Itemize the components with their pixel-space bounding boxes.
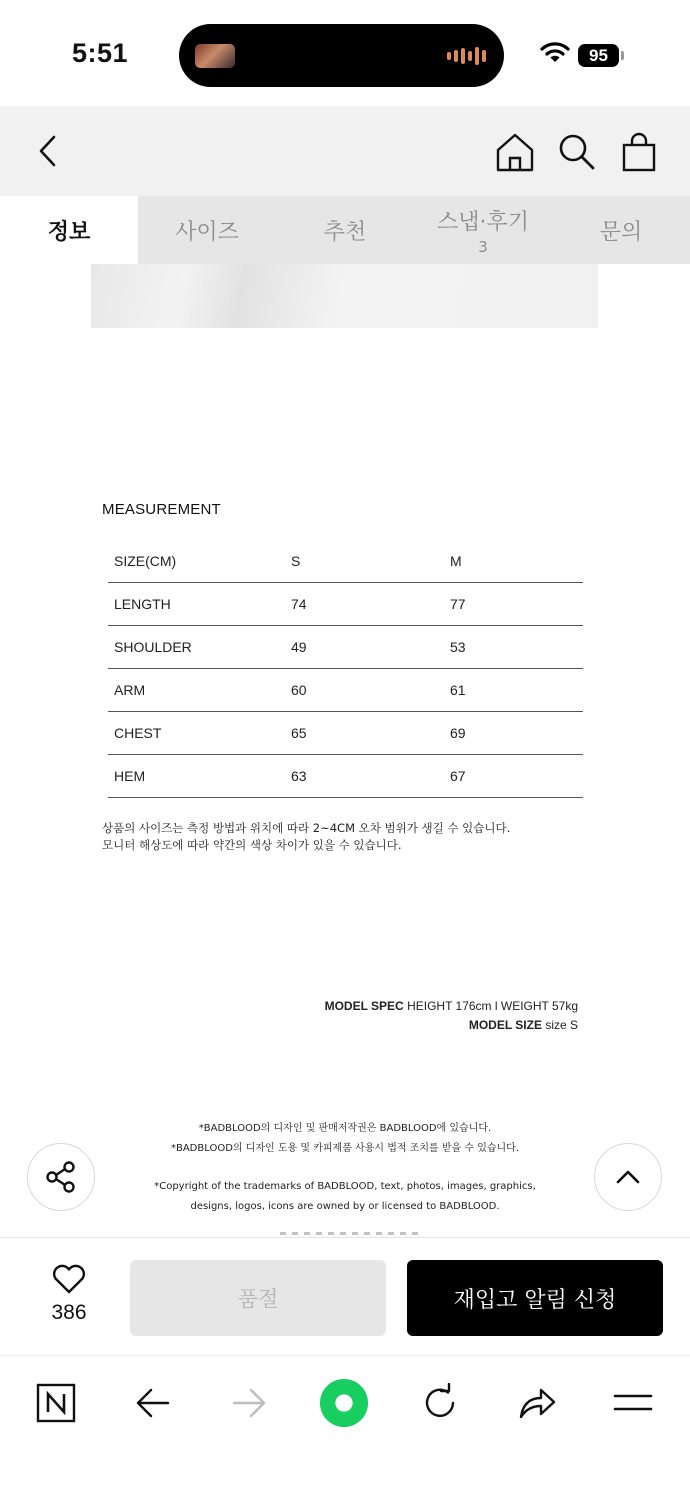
battery-nub [621,51,624,60]
tab-info[interactable] [0,196,138,264]
table-row [108,668,583,711]
table-cell: 60 [291,668,450,711]
review-count: 3 [478,237,488,256]
model-spec [325,997,578,1035]
copyright-line: *BADBLOOD의 디자인 및 판매저작권은 BADBLOOD에 있습니다. [198,1123,492,1134]
product-image [91,264,598,328]
share-button[interactable] [27,1143,95,1211]
measurement-title: MEASUREMENT [102,501,221,518]
refresh-icon [420,1383,460,1423]
green-dot-icon [319,1377,369,1429]
table-cell: LENGTH [108,582,291,625]
status-time: 5:51 [72,38,129,68]
copyright-notice [0,1119,690,1217]
tab-size[interactable] [138,196,276,264]
product-detail-content [0,264,690,1236]
menu-icon [613,1383,653,1423]
battery-level: 95 [578,44,619,67]
table-cell: 61 [450,668,583,711]
arrow-left-icon [134,1384,172,1422]
column-header: SIZE(CM) [108,540,291,582]
tab-label: 사이즈 [175,219,239,245]
share-icon [44,1160,78,1194]
menu-button[interactable] [608,1378,658,1428]
status-bar [0,0,690,106]
model-size-value: size S [545,1018,578,1032]
like-count: 386 [51,1301,87,1324]
table-cell: 67 [450,754,583,797]
copyright-line: *Copyright of the trademarks of BADBLOOD, text, photos, images, graphics, [154,1181,536,1192]
table-header-row [108,540,583,582]
product-tabs [0,196,690,264]
tab-snap-review[interactable] [414,196,552,264]
restock-alert-button[interactable]: 재입고 알림 신청 [407,1260,663,1336]
disclaimer-line: 모니터 해상도에 따라 약간의 색상 차이가 있을 수 있습니다. [102,838,402,852]
audio-wave-icon [447,46,486,66]
like-button[interactable] [30,1263,108,1325]
tab-label: 추천 [323,219,367,245]
copyright-line: *BADBLOOD의 디자인 도용 및 카피제품 사용시 법적 조치를 받을 수 있습니다. [170,1143,520,1154]
share-arrow-icon [517,1383,557,1423]
table-cell: SHOULDER [108,625,291,668]
tab-inquiry[interactable] [552,196,690,264]
soldout-button: 품절 [130,1260,386,1336]
model-spec-label: MODEL SPEC [324,999,404,1013]
table-cell: 69 [450,711,583,754]
table-cell: ARM [108,668,291,711]
naver-home-button[interactable] [31,1378,81,1428]
table-cell: 74 [291,582,450,625]
table-row [108,582,583,625]
disclaimer-line: 상품의 사이즈는 측정 방법과 위치에 따라 2~4CM 오차 범위가 생길 수 있습니다. [102,821,511,835]
copyright-line: designs, logos, icons are owned by or licensed to BADBLOOD. [190,1201,500,1212]
table-cell: CHEST [108,711,291,754]
table-cell: 65 [291,711,450,754]
size-disclaimer [102,820,510,854]
table-cell: 77 [450,582,583,625]
size-table [108,540,583,798]
now-playing-artwork [195,44,235,68]
scroll-top-button[interactable] [594,1143,662,1211]
model-size-label: MODEL SIZE [468,1018,542,1032]
column-header: M [450,540,583,582]
table-row [108,625,583,668]
search-icon[interactable] [555,130,599,174]
table-cell: 49 [291,625,450,668]
app-header [0,106,690,196]
table-cell: HEM [108,754,291,797]
browser-forward-button[interactable] [224,1378,274,1428]
truncated-text [280,1232,420,1235]
model-spec-value: HEIGHT 176cm l WEIGHT 57kg [407,999,578,1013]
arrow-right-icon [230,1384,268,1422]
chevron-up-icon [614,1163,642,1191]
purchase-bar [0,1237,690,1355]
back-icon[interactable] [30,134,66,170]
tab-label: 문의 [599,219,643,245]
tab-label: 스냅·후기 [436,209,529,235]
tab-label: 정보 [47,219,91,245]
table-cell: 63 [291,754,450,797]
table-cell: 53 [450,625,583,668]
browser-share-button[interactable] [512,1378,562,1428]
browser-toolbar [0,1355,690,1500]
refresh-button[interactable] [415,1378,465,1428]
browser-back-button[interactable] [128,1378,178,1428]
green-dot-button[interactable] [319,1378,369,1428]
naver-n-icon [36,1383,76,1423]
table-row [108,754,583,797]
home-icon[interactable] [493,130,537,174]
column-header: S [291,540,450,582]
wifi-icon [540,40,570,64]
tab-recommend[interactable] [276,196,414,264]
heart-icon [51,1263,87,1295]
dynamic-island [179,24,504,87]
shopping-bag-icon[interactable] [617,130,661,174]
table-row [108,711,583,754]
